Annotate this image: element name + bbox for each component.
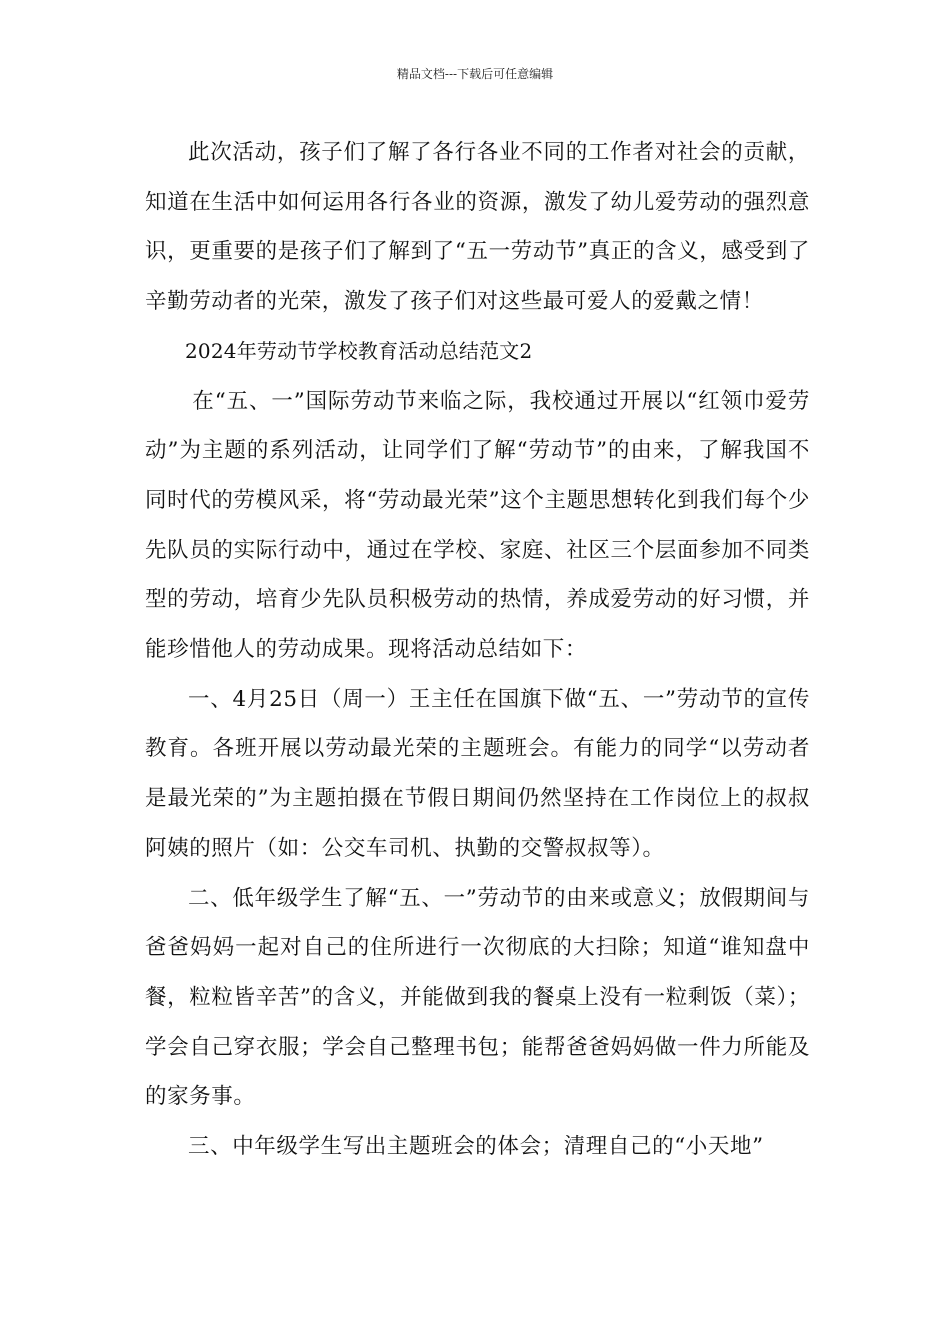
paragraph-item-1: 一、4月25日（周一）王主任在国旗下做“五、一”劳动节的宣传教育。各班开展以劳动最光荣的主题班会。有能力的同学“以劳动者是最光荣的”为主题拍摄在节假日期间仍然坚持在工作岗位上的叔叔阿姨的照片（如：公交车司机、执勤的交警叔叔等）。 (145, 686, 810, 861)
section-heading: 2024年劳动节学校教育活动总结范文2 (185, 338, 533, 363)
paragraph-item-3: 三、中年级学生写出主题班会的体会；清理自己的“小天地” (188, 1134, 764, 1160)
paragraph-intro: 在“五、一”国际劳动节来临之际，我校通过开展以“红领巾爱劳动”为主题的系列活动，让同学们了解“劳动节”的由来，了解我国不同时代的劳模风采，将“劳动最光荣”这个主题思想转化到我们每个少先队员的实际行动中，通过在学校、家庭、社区三个层面参加不同类型的劳动，培育少先队员积极劳动的热情，养成爱劳动的好习惯，并能珍惜他人的劳动成果。现将活动总结如下： (145, 388, 810, 663)
document-body (145, 128, 810, 1172)
paragraph-item-2: 二、低年级学生了解“五、一”劳动节的由来或意义；放假期间与爸爸妈妈一起对自己的住所进行一次彻底的大扫除；知道“谁知盘中餐，粒粒皆辛苦”的含义，并能做到我的餐桌上没有一粒剩饭（菜）；学会自己穿衣服；学会自己整理书包；能帮爸爸妈妈做一件力所能及的家务事。 (145, 885, 810, 1110)
page-header: 精品文档---下载后可任意编辑 (396, 67, 554, 81)
paragraph-activity-summary: 此次活动，孩子们了解了各行各业不同的工作者对社会的贡献，知道在生活中如何运用各行各业的资源，激发了幼儿爱劳动的强烈意识，更重要的是孩子们了解到了“五一劳动节”真正的含义，感受到了辛勤劳动者的光荣，激发了孩子们对这些最可爱人的爱戴之情！ (145, 140, 810, 315)
